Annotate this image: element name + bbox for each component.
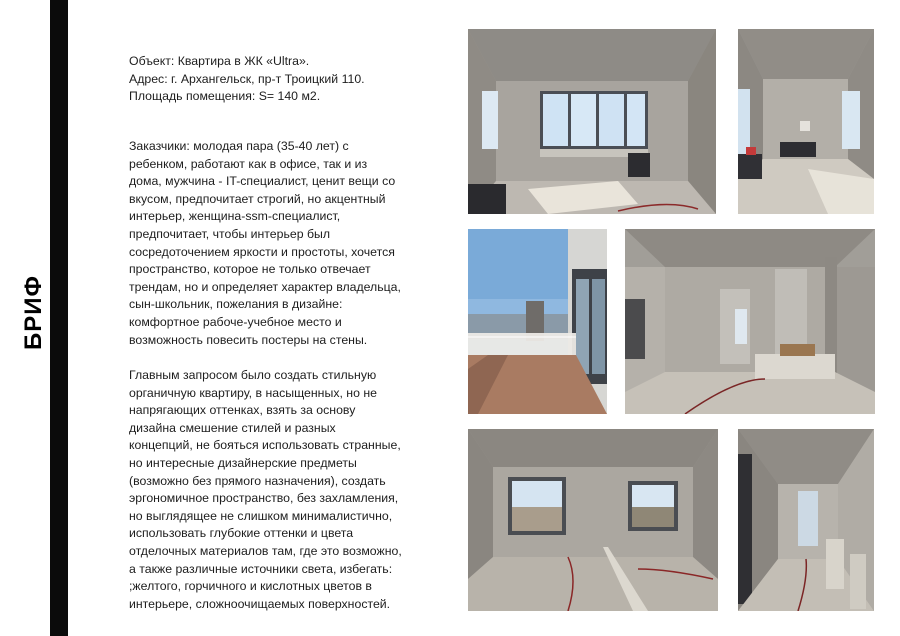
photo-terrace: [468, 229, 607, 414]
photo-living-room-windows: [468, 29, 716, 214]
area-line: Площадь помещения: S= 140 м2.: [129, 89, 321, 104]
left-accent-bar: [50, 0, 68, 636]
object-info: [129, 53, 429, 106]
page-title: БРИФ: [20, 275, 47, 350]
clients-paragraph: Заказчики: молодая пара (35-40 лет) с ребенком, работают как в офисе, так и из дома, мужчина - IT-специалист, ценит вещи со вкусом, предпочитает строгий, но акцентный интерьер, женщина-ssm-специалист, предпочитает, чтобы интерьер был сосредоточением яркости и простоты, хочется пространство, которое не только отвечает трендам, но и определяет характер владельца, сын-школьник, пожелания в дизайне: комфортное рабоче-учебное место и возможность повесить постеры на стены.: [129, 139, 401, 347]
photo-corridor: [738, 429, 874, 611]
photo-open-space-columns: [625, 229, 875, 414]
photo-room-sofa: [738, 29, 874, 214]
photo-room-two-windows: [468, 429, 718, 611]
request-section: [129, 367, 429, 613]
object-line: Объект: Квартира в ЖК «Ultra».: [129, 54, 310, 68]
request-paragraph: Главным запросом было создать стильную органичную квартиру, в насыщенных, но не напрягающих оттенках, взять за основу дизайна смешение стилей и разных концепций, не бояться использовать странные, но интересные дизайнерские предметы (возможно без прямого назначения), создать эргономичное пространство, без захламления, но выглядящее не слишком минималистично, использовать глубокие оттенки и цвета отделочных материалов там, где это возможно, а также различные источники света, избегать: ;желтого, горчичного и кислотных цветов в интерьере, сложноочищаемых поверхностей.: [129, 368, 402, 611]
address-line: Адрес: г. Архангельск, пр-т Троицкий 110.: [129, 71, 365, 86]
clients-section: [129, 138, 429, 349]
